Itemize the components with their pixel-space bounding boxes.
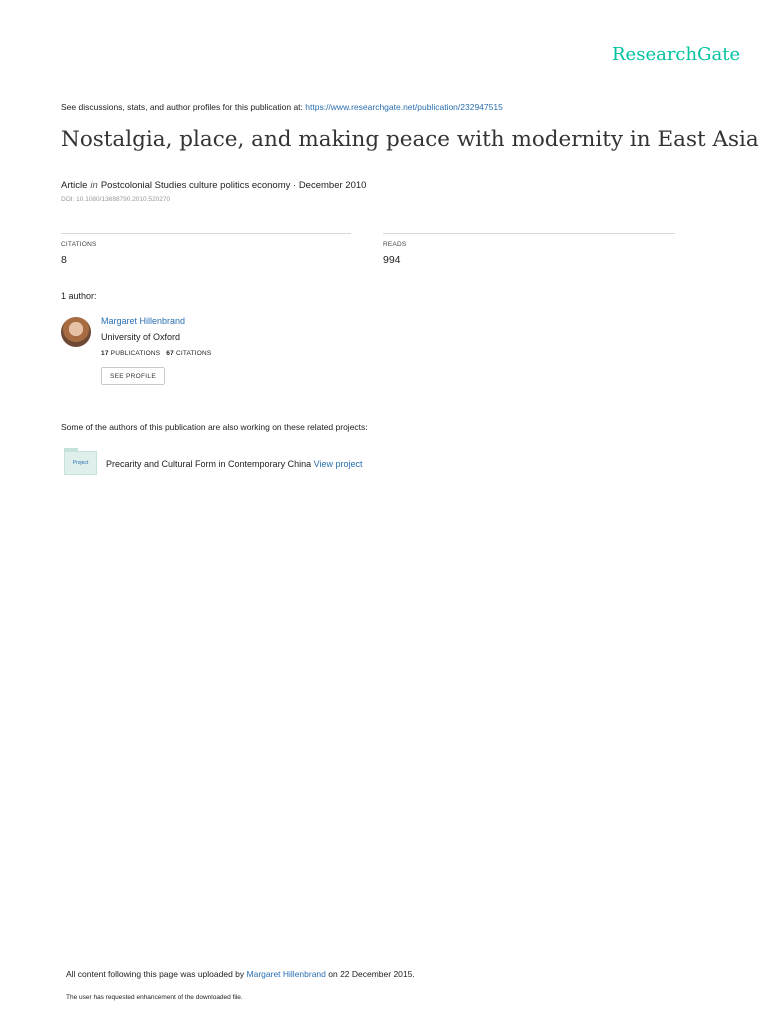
reads-label: READS: [383, 241, 407, 248]
citations-label: CITATIONS: [61, 241, 97, 248]
author-avatar[interactable]: [61, 317, 91, 347]
uploaded-by-line: [66, 969, 415, 979]
authors-heading: 1 author:: [61, 291, 97, 301]
author-citations-label: CITATIONS: [175, 350, 212, 357]
publication-meta: [61, 180, 366, 191]
author-publications-count: 17: [101, 350, 109, 357]
publication-title: Nostalgia, place, and making peace with modernity in East Asia: [61, 127, 759, 152]
project-title: Precarity and Cultural Form in Contemporary China: [106, 459, 312, 469]
publication-venue-date: Postcolonial Studies culture politics economy · December 2010: [100, 180, 367, 191]
uploader-link[interactable]: Margaret Hillenbrand: [246, 969, 326, 979]
reads-value: 994: [383, 254, 401, 266]
publication-type: Article: [61, 180, 88, 191]
reads-divider: [383, 233, 675, 234]
project-folder-icon[interactable]: [64, 451, 97, 475]
enhancement-note: The user has requested enhancement of the downloaded file.: [66, 994, 243, 1001]
in-word: in: [90, 180, 98, 191]
project-item: [106, 459, 362, 469]
researchgate-logo[interactable]: ResearchGate: [612, 44, 741, 65]
see-profile-button[interactable]: SEE PROFILE: [101, 367, 165, 385]
citations-value: 8: [61, 254, 67, 266]
author-name-link[interactable]: Margaret Hillenbrand: [101, 316, 186, 326]
see-discussions-line: [61, 102, 503, 112]
see-line-prefix: See discussions, stats, and author profiles for this publication at:: [61, 102, 306, 112]
author-publications-label: PUBLICATIONS: [110, 350, 161, 357]
uploaded-prefix: All content following this page was uploaded by: [66, 969, 247, 979]
folder-tab: [64, 448, 78, 452]
citations-divider: [61, 233, 351, 234]
author-citations-count: 67: [166, 350, 174, 357]
related-projects-heading: Some of the authors of this publication are also working on these related projects:: [61, 422, 368, 432]
project-thumb-label: Project: [72, 460, 89, 466]
view-project-link[interactable]: View project: [313, 459, 363, 469]
publication-url-link[interactable]: https://www.researchgate.net/publication/232947515: [305, 102, 503, 112]
author-institution: University of Oxford: [101, 332, 181, 342]
publication-doi: DOI: 10.1080/13688790.2010.520270: [61, 196, 171, 203]
author-stats: [101, 350, 211, 357]
uploaded-suffix: on 22 December 2015.: [325, 969, 415, 979]
